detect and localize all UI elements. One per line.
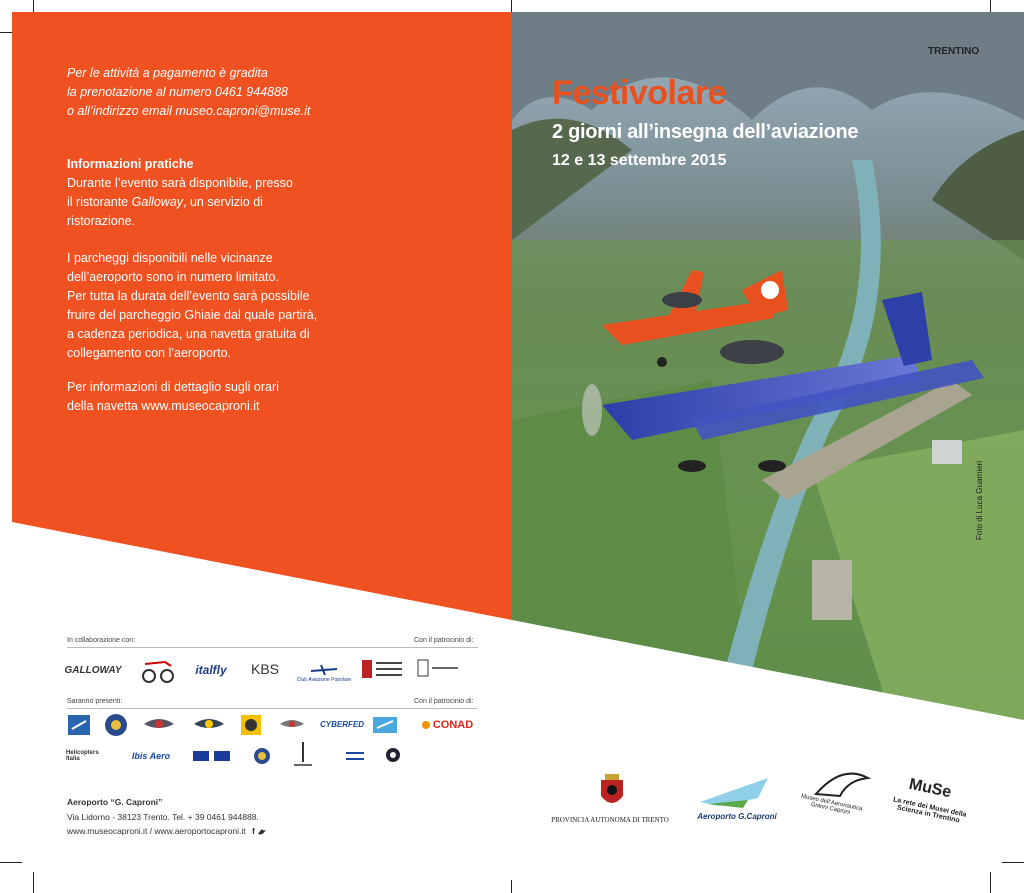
footer-web[interactable]: www.museocaproni.it / www.aeroportocaproni.it f	[67, 824, 267, 838]
club-logo-1	[67, 714, 91, 736]
comune-logo	[416, 656, 462, 680]
vertical-logo	[288, 740, 318, 770]
patron-label-2: Con il patrocinio di:	[414, 698, 474, 705]
parking-info: I parcheggi disponibili nelle vicinanze dell’aeroporto sono in numero limitato. Per tutta la durata dell’evento sarà possibile fruire del parcheggio Ghiaie dal quale partirà, a cadenza periodica, una navetta gratuita di collegamento con l’aeroporto.	[67, 251, 318, 360]
facebook-icon[interactable]: f	[251, 826, 255, 836]
practical-info: Informazioni pratiche Durante l’evento sarà disponibile, presso il ristorante Galloway, un servizio di ristorazione.	[67, 157, 293, 228]
footer-address: Via Lidorno - 38123 Trento. Tel. + 39 0461 944888.	[67, 812, 259, 822]
practical-info-title: Informazioni pratiche	[67, 157, 194, 171]
round-logo	[384, 746, 402, 764]
seal-logo	[252, 746, 272, 766]
trentino-logo: TRENTINO	[928, 46, 980, 57]
collab-label: In collaborazione con:	[67, 637, 136, 644]
ibis-aero-logo: Ibis Aero	[131, 751, 171, 761]
club-aviazione-logo: Club Aviazione Popolare	[296, 660, 352, 686]
airplane-icon	[309, 663, 339, 677]
wings-logo-1	[142, 714, 176, 734]
divider	[67, 708, 478, 709]
wings-logo-2	[192, 714, 226, 734]
eu-flags-logo	[192, 749, 234, 763]
crop-mark	[990, 872, 991, 893]
conad-logo: CONAD	[420, 717, 474, 733]
flower-icon	[421, 720, 431, 730]
cyberfed-logo: CYBERFED	[320, 719, 365, 729]
cover-date: 12 e 13 settembre 2015	[552, 152, 727, 169]
photo-credit: Foto di Luca Guarnieri	[975, 460, 984, 540]
present-label: Saranno presenti:	[67, 698, 123, 705]
helicopters-italia-logo: Helicopters Italia	[66, 750, 99, 762]
blue-logo	[372, 716, 398, 734]
kbs-logo: KBS	[250, 661, 279, 677]
museo-label: Museo dell’Aeronautica Gianni Caproni	[800, 793, 863, 817]
divider	[67, 647, 478, 648]
patron-label: Con il patrocinio di:	[414, 637, 474, 644]
italfly-logo: italfly	[195, 663, 227, 677]
ente-logo	[360, 656, 404, 684]
shuttle-info: Per informazioni di dettaglio sugli orari della navetta www.museocaproni.it	[67, 380, 279, 413]
galloway-logo: GALLOWAY	[64, 664, 122, 676]
provincia-label: PROVINCIA AUTONOMA DI TRENTO	[551, 816, 669, 824]
aeroporto-logo-icon	[698, 774, 770, 810]
museo-logo-icon	[812, 770, 872, 800]
footer-name: Aeroporto “G. Caproni”	[67, 797, 163, 807]
cover-subtitle: 2 giorni all’insegna dell’aviazione	[552, 121, 859, 143]
wings-logo-3	[278, 714, 306, 734]
booking-info: Per le attività a pagamento è gradita la prenotazione al numero 0461 944888 o all’indirizzo email museo.caproni@muse.it	[67, 66, 311, 118]
cover-title: Festivolare	[552, 74, 727, 112]
sporting-logo	[344, 748, 366, 766]
aeronautica-logo	[103, 712, 129, 738]
muse-logo: MuSe	[907, 775, 953, 802]
muse-tagline: La rete dei Musei della Scienza in Trentino	[892, 796, 967, 825]
yellow-logo	[240, 714, 262, 736]
crop-mark	[1002, 862, 1024, 863]
twitter-icon[interactable]	[257, 828, 267, 836]
provincia-crest-icon	[597, 772, 627, 812]
biker-logo	[135, 656, 179, 684]
aeroporto-label: Aeroporto G.Caproni	[697, 812, 777, 821]
